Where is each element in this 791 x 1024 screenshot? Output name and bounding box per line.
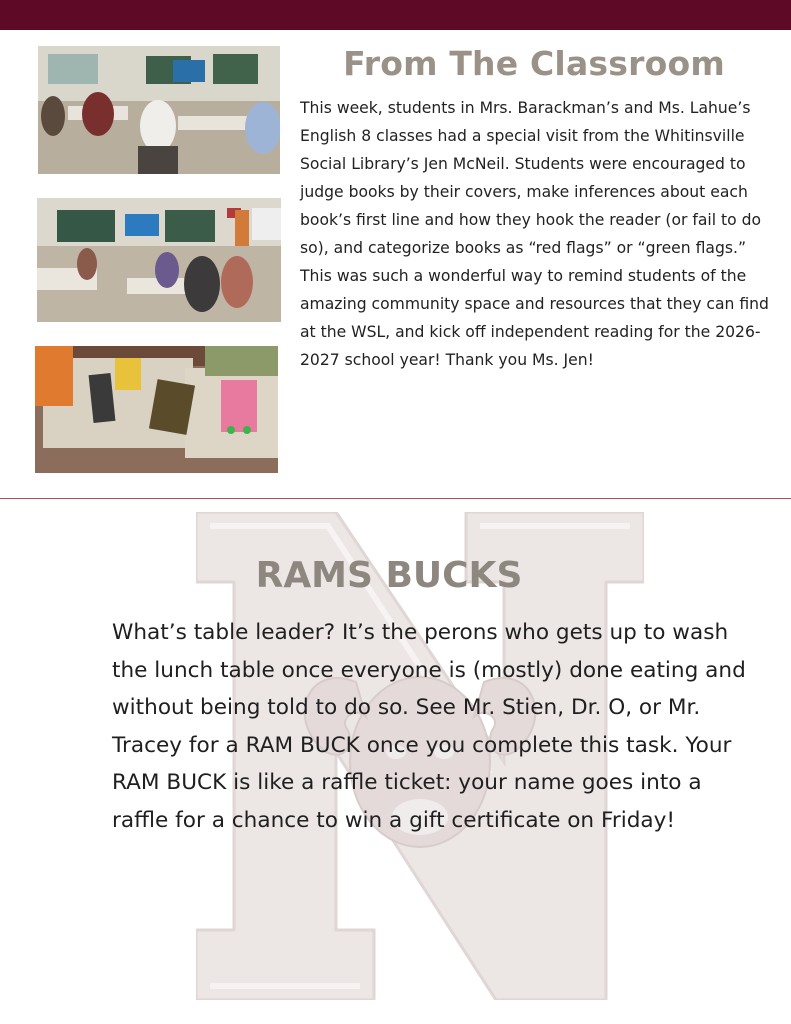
books-on-desks-photo	[35, 346, 278, 473]
classroom-photo-1	[38, 46, 280, 174]
section-divider	[0, 498, 791, 499]
classroom-section-title: From The Classroom	[343, 44, 725, 83]
header-bar	[0, 0, 791, 30]
rams-bucks-text: What’s table leader? It’s the perons who gets up to wash the lunch table once everyone is (mostly) done eating and without being told to do so. See Mr. Stien, Dr. O, or Mr. Tracey for a RAM BUCK once you complete this task. Your RAM BUCK is like a raffle ticket: your name goes into a raffle for a chance to win a gift certificate on Friday!	[112, 620, 746, 833]
classroom-article-text: This week, students in Mrs. Barackman’s and Ms. Lahue’s English 8 classes had a special visit from the Whitinsville Social Library’s Jen McNeil. Students were encouraged to judge books by their covers, make inferences about each book’s first line and how they hook the reader (or fail to do so), and categorize books as “red flags” or “green flags.” This was such a wonderful way to remind students of the amazing community space and resources that they can find at the WSL, and kick off independent reading for the 2026-2027 school year! Thank you Ms. Jen!	[300, 99, 769, 369]
classroom-photo-2	[37, 198, 281, 322]
rams-bucks-title: RAMS BUCKS	[255, 555, 523, 596]
